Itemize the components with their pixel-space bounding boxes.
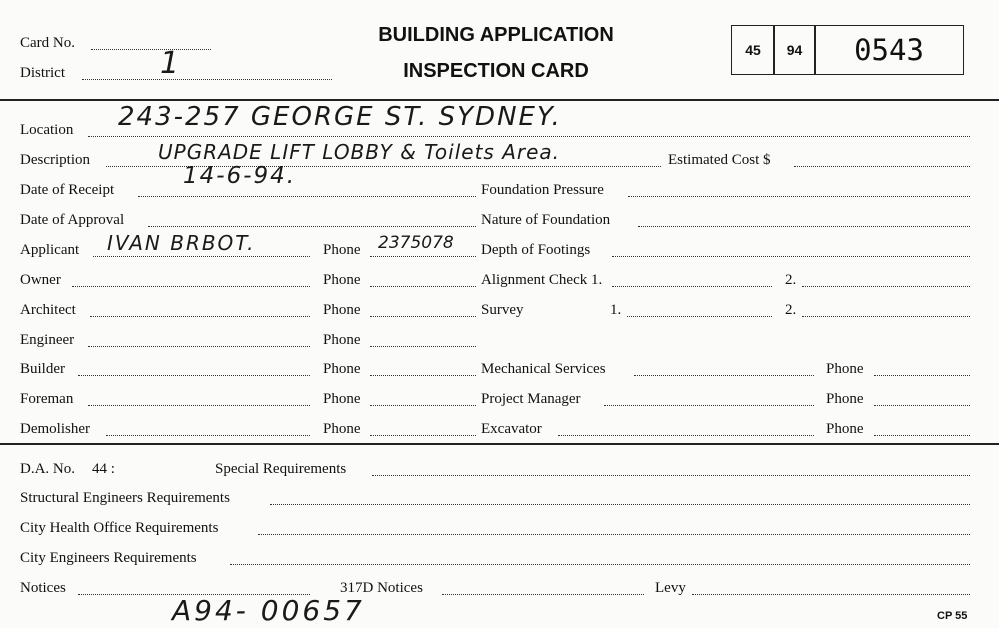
foreman-phone-field[interactable]: [370, 405, 476, 406]
applicant-phone-field[interactable]: [370, 256, 476, 257]
applicant-phone-value: 2375078: [378, 233, 454, 253]
special-requirements-label: Special Requirements: [215, 461, 347, 477]
district-value: 1: [160, 46, 182, 81]
foundation-pressure-label: Foundation Pressure: [481, 182, 604, 198]
foreman-phone-label: Phone: [323, 391, 361, 407]
district-label: District: [20, 65, 65, 81]
date-receipt-label: Date of Receipt: [20, 182, 115, 198]
mechanical-label: Mechanical Services: [481, 361, 606, 377]
description-label: Description: [20, 152, 90, 168]
header-divider: [0, 99, 999, 101]
nature-foundation-label: Nature of Foundation: [481, 212, 611, 228]
alignment-check-2-label: 2.: [785, 272, 797, 288]
date-receipt-field[interactable]: [138, 196, 476, 197]
description-value: UPGRADE LIFT LOBBY & Toilets Area.: [158, 140, 561, 164]
engineer-field[interactable]: [88, 346, 310, 347]
survey-label: Survey: [481, 302, 524, 318]
notices-317d-field[interactable]: [442, 594, 644, 595]
special-requirements-field[interactable]: [372, 475, 970, 476]
levy-field[interactable]: [692, 594, 970, 595]
owner-phone-label: Phone: [323, 272, 361, 288]
city-engineers-requirements-field[interactable]: [230, 564, 970, 565]
project-manager-field[interactable]: [604, 405, 814, 406]
nature-foundation-field[interactable]: [638, 226, 970, 227]
alignment-check-2-field[interactable]: [802, 286, 970, 287]
excavator-field[interactable]: [558, 435, 814, 436]
builder-phone-label: Phone: [323, 361, 361, 377]
form-title-line1: BUILDING APPLICATION: [378, 24, 614, 46]
da-no-value: 44 :: [92, 461, 115, 477]
applicant-value: IVAN BRBOT.: [107, 231, 256, 255]
city-engineers-requirements-label: City Engineers Requirements: [20, 550, 197, 566]
notices-317d-label: 317D Notices: [340, 580, 423, 596]
excavator-label: Excavator: [481, 421, 542, 437]
date-approval-label: Date of Approval: [20, 212, 125, 228]
demolisher-field[interactable]: [106, 435, 310, 436]
architect-field[interactable]: [90, 316, 310, 317]
structural-requirements-field[interactable]: [270, 504, 970, 505]
demolisher-label: Demolisher: [20, 421, 90, 437]
health-requirements-label: City Health Office Requirements: [20, 520, 219, 536]
excavator-phone-label: Phone: [826, 421, 864, 437]
applicant-field[interactable]: [93, 256, 310, 257]
health-requirements-field[interactable]: [258, 534, 970, 535]
form-code: CP 55: [937, 610, 968, 622]
builder-phone-field[interactable]: [370, 375, 476, 376]
card-code-box-b: 94: [773, 25, 816, 75]
depth-footings-label: Depth of Footings: [481, 242, 591, 258]
owner-field[interactable]: [72, 286, 310, 287]
engineer-phone-field[interactable]: [370, 346, 476, 347]
location-value: 243-257 GEORGE ST. SYDNEY.: [118, 102, 562, 132]
district-field[interactable]: [82, 79, 332, 80]
card-no-field[interactable]: [91, 49, 211, 50]
card-code-box-a: 45: [731, 25, 775, 75]
card-no-label: Card No.: [20, 35, 75, 51]
applicant-phone-label: Phone: [323, 242, 361, 258]
builder-label: Builder: [20, 361, 65, 377]
alignment-check-1-field[interactable]: [612, 286, 772, 287]
mechanical-field[interactable]: [634, 375, 814, 376]
foreman-label: Foreman: [20, 391, 74, 407]
mechanical-phone-label: Phone: [826, 361, 864, 377]
structural-requirements-label: Structural Engineers Requirements: [20, 490, 230, 506]
mechanical-phone-field[interactable]: [874, 375, 970, 376]
location-field[interactable]: [88, 136, 970, 137]
date-approval-field[interactable]: [148, 226, 476, 227]
card-number-box: 0543: [814, 25, 964, 75]
project-manager-label: Project Manager: [481, 391, 581, 407]
applicant-label: Applicant: [20, 242, 80, 258]
notices-label: Notices: [20, 580, 66, 596]
form-title-line2: INSPECTION CARD: [403, 60, 589, 82]
survey-2-label: 2.: [785, 302, 797, 318]
architect-label: Architect: [20, 302, 76, 318]
project-manager-phone-label: Phone: [826, 391, 864, 407]
foreman-field[interactable]: [88, 405, 310, 406]
survey-2-field[interactable]: [802, 316, 970, 317]
engineer-label: Engineer: [20, 332, 75, 348]
depth-footings-field[interactable]: [612, 256, 970, 257]
architect-phone-field[interactable]: [370, 316, 476, 317]
owner-phone-field[interactable]: [370, 286, 476, 287]
project-manager-phone-field[interactable]: [874, 405, 970, 406]
excavator-phone-field[interactable]: [874, 435, 970, 436]
levy-label: Levy: [655, 580, 686, 596]
builder-field[interactable]: [78, 375, 310, 376]
engineer-phone-label: Phone: [323, 332, 361, 348]
owner-label: Owner: [20, 272, 61, 288]
foundation-pressure-field[interactable]: [628, 196, 970, 197]
location-label: Location: [20, 122, 74, 138]
survey-1-label: 1.: [610, 302, 622, 318]
da-no-label: D.A. No.: [20, 461, 75, 477]
architect-phone-label: Phone: [323, 302, 361, 318]
section-divider: [0, 443, 999, 445]
survey-1-field[interactable]: [627, 316, 772, 317]
estimated-cost-field[interactable]: [794, 166, 970, 167]
demolisher-phone-label: Phone: [323, 421, 361, 437]
alignment-check-label: Alignment Check 1.: [481, 272, 603, 288]
estimated-cost-label: Estimated Cost $: [668, 152, 771, 168]
handwritten-reference-number: A94- 00657: [172, 594, 365, 627]
date-receipt-value: 14-6-94.: [183, 163, 297, 189]
demolisher-phone-field[interactable]: [370, 435, 476, 436]
